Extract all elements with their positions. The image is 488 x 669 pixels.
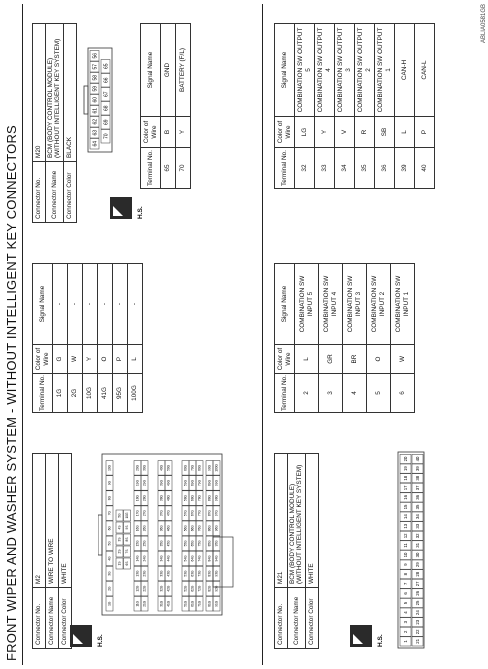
terminal-cavity-label: 89G: [207, 479, 212, 486]
terminal-cavity-label: 64G: [190, 555, 195, 562]
table-row: [295, 24, 315, 189]
signal-name-cell: -: [128, 264, 143, 345]
terminal-no-cell: 70: [176, 148, 191, 189]
terminal-no-cell: 39: [395, 148, 415, 189]
terminal-cavity-label: 67G: [190, 510, 195, 517]
terminal-cavity-label: 3G: [107, 571, 112, 576]
terminal-cavity-label: 68G: [190, 495, 195, 502]
terminal-cavity-label: 78G: [197, 495, 202, 502]
terminal-cavity-label: 96G: [214, 525, 219, 532]
terminal-cavity-label: 70: [103, 133, 110, 140]
m21-info-table: [274, 453, 319, 649]
table-row: [113, 264, 128, 413]
terminal-cavity-label: 69: [103, 119, 110, 126]
terminal-cavity-label: 34: [415, 514, 421, 519]
table-row: [375, 24, 395, 189]
terminal-cavity-label: 95G: [214, 540, 219, 547]
terminal-cavity-label: 17: [403, 485, 409, 491]
terminal-cavity-label: 11: [403, 543, 409, 548]
terminal-no-cell: 95G: [113, 374, 128, 413]
signal-name-cell: COMBINATION SW INPUT 3: [343, 264, 367, 345]
terminal-cavity-label: 94G: [214, 555, 219, 562]
terminal-cavity-label: 77G: [197, 510, 202, 517]
m2-connector-no: M2: [33, 454, 46, 588]
th-terminal-no: Terminal No.: [275, 374, 295, 413]
terminal-no-cell: 32: [295, 148, 315, 189]
terminal-cavity-label: 11G: [135, 600, 140, 607]
terminal-cavity-label: 86G: [207, 525, 212, 532]
terminal-cavity-label: 9S: [125, 525, 130, 530]
terminal-cavity-label: 32: [415, 533, 421, 539]
terminal-cavity-label: 58: [92, 74, 99, 81]
terminal-cavity-label: 27: [415, 581, 421, 587]
wire-color-cell: LG: [295, 117, 315, 148]
terminal-cavity-label: 66: [103, 77, 110, 84]
m21-connector-face: [394, 449, 426, 649]
terminal-cavity-label: 17G: [135, 510, 140, 517]
table-row: [53, 264, 68, 413]
terminal-cavity-label: 12G: [135, 585, 140, 592]
signal-name-cell: CAN-H: [395, 24, 415, 117]
wire-color-cell: Y: [315, 117, 335, 148]
terminal-cavity-label: 30: [415, 552, 421, 558]
terminal-cavity-label: 18G: [135, 495, 140, 502]
signal-name-cell: COMBINATION SW OUTPUT 4: [315, 24, 335, 117]
wire-color-cell: G: [53, 345, 68, 374]
terminal-cavity-label: 49G: [166, 479, 171, 486]
terminal-cavity-label: 23: [415, 619, 421, 625]
terminal-cavity-label: 46G: [166, 525, 171, 532]
terminal-cavity-label: 27G: [142, 510, 147, 517]
m20-terminal-table: [140, 23, 191, 189]
m2-hs-label: H.S.: [97, 634, 104, 647]
terminal-cavity-label: 33: [415, 523, 421, 529]
terminal-cavity-label: 34G: [159, 555, 164, 562]
m2-hs-mark: [70, 625, 104, 647]
wire-color-cell: P: [415, 117, 435, 148]
terminal-cavity-label: 64: [92, 140, 99, 147]
terminal-no-cell: 100G: [128, 374, 143, 413]
m20-connector-no: M20: [33, 24, 46, 162]
terminal-cavity-label: 91G: [214, 600, 219, 607]
terminal-cavity-label: 16: [403, 495, 409, 500]
th-color-of-wire: Color of Wire: [275, 117, 295, 148]
terminal-cavity-label: 37: [415, 485, 421, 491]
terminal-cavity-label: 59: [92, 85, 99, 92]
terminal-cavity-label: 45G: [166, 540, 171, 547]
th-terminal-no: Terminal No.: [275, 148, 295, 189]
page-title: FRONT WIPER AND WASHER SYSTEM - WITHOUT INTELLIGENT KEY CONNECTORS: [4, 125, 19, 661]
terminal-cavity-label: 13: [403, 523, 409, 529]
table-row: [415, 24, 435, 189]
terminal-cavity-label: 14: [403, 514, 409, 519]
m21-connector-name: BCM (BODY CONTROL MODULE) (WITHOUT INTELLIGENT KEY SYSTEM): [288, 454, 306, 588]
th-color-of-wire: Color of Wire: [275, 345, 295, 374]
terminal-cavity-label: 63G: [190, 570, 195, 577]
signal-name-cell: COMBINATION SW INPUT 5: [295, 264, 319, 345]
terminal-no-cell: 34: [335, 148, 355, 189]
terminal-cavity-label: 60: [92, 96, 99, 103]
terminal-cavity-label: 56: [92, 52, 99, 59]
wire-color-cell: P: [113, 345, 128, 374]
terminal-cavity-label: 74G: [197, 555, 202, 562]
hs-icon: [110, 197, 132, 219]
terminal-cavity-label: 16G: [135, 525, 140, 532]
th-color-of-wire: Color of Wire: [33, 345, 53, 374]
terminal-cavity-label: 5: [403, 601, 409, 605]
signal-name-cell: -: [53, 264, 68, 345]
terminal-cavity-label: 26: [415, 591, 421, 596]
terminal-cavity-label: 23G: [142, 570, 147, 577]
m2-terminal-table: [32, 263, 143, 413]
terminal-cavity-label: 93G: [214, 570, 219, 577]
terminal-cavity-label: 85G: [207, 540, 212, 547]
terminal-cavity-label: 26G: [142, 525, 147, 532]
terminal-cavity-label: 50G: [166, 464, 171, 471]
table-row: [367, 264, 391, 413]
th-signal-name: Signal Name: [275, 24, 295, 117]
terminal-cavity-label: 37G: [159, 510, 164, 517]
m20-hs-mark: [110, 197, 144, 219]
terminal-cavity-label: 61: [92, 107, 99, 114]
signal-name-cell: COMBINATION SW INPUT 2: [367, 264, 391, 345]
label-connector-no: Connector No.: [33, 588, 46, 649]
m20-connector-color: BLACK: [63, 24, 76, 162]
terminal-cavity-label: 75G: [197, 540, 202, 547]
document-id: ABLIA0581GB: [481, 4, 487, 44]
terminal-cavity-label: 57G: [183, 510, 188, 517]
signal-name-cell: -: [113, 264, 128, 345]
label-connector-color: Connector Color: [63, 162, 76, 223]
m21-terminal-table-a: [274, 263, 415, 413]
m21-connector-no: M21: [275, 454, 288, 588]
hs-icon: [350, 625, 372, 647]
terminal-cavity-label: 15G: [135, 540, 140, 547]
terminal-cavity-label: 8S: [125, 537, 130, 542]
table-row: [176, 24, 191, 189]
wire-color-cell: O: [367, 345, 391, 374]
terminal-cavity-label: 3: [403, 621, 409, 624]
signal-name-cell: COMBINATION SW INPUT 4: [319, 264, 343, 345]
terminal-no-cell: 6: [391, 374, 415, 413]
terminal-cavity-label: 84G: [207, 555, 212, 562]
terminal-cavity-label: 28G: [142, 495, 147, 502]
terminal-cavity-label: 100G: [214, 463, 219, 472]
terminal-cavity-label: 25G: [142, 540, 147, 547]
label-connector-no: Connector No.: [275, 588, 288, 649]
terminal-cavity-label: 24: [415, 610, 421, 615]
terminal-cavity-label: 4: [403, 611, 409, 614]
label-connector-no: Connector No.: [33, 162, 46, 223]
terminal-cavity-label: 3S: [117, 537, 122, 542]
signal-name-cell: -: [98, 264, 113, 345]
terminal-cavity-label: 97G: [214, 510, 219, 517]
terminal-cavity-label: 20G: [135, 464, 140, 471]
terminal-cavity-label: 82G: [207, 585, 212, 592]
terminal-cavity-label: 1G: [107, 601, 112, 606]
terminal-cavity-label: 36G: [159, 525, 164, 532]
signal-name-cell: COMBINATION SW OUTPUT 3: [335, 24, 355, 117]
terminal-cavity-label: 68: [103, 105, 110, 112]
signal-name-cell: BATTERY (F/L): [176, 24, 191, 117]
table-row: [295, 264, 319, 413]
signal-name-cell: COMBINATION SW OUTPUT 1: [375, 24, 395, 117]
terminal-cavity-label: 88G: [207, 495, 212, 502]
terminal-cavity-label: 98G: [214, 495, 219, 502]
label-connector-name: Connector Name: [288, 588, 306, 649]
terminal-no-cell: 3: [319, 374, 343, 413]
terminal-cavity-label: 40G: [159, 464, 164, 471]
terminal-cavity-label: 41G: [166, 600, 171, 607]
terminal-cavity-label: 62G: [190, 585, 195, 592]
label-connector-name: Connector Name: [46, 588, 59, 649]
terminal-cavity-label: 4G: [107, 556, 112, 561]
terminal-cavity-label: 14G: [135, 555, 140, 562]
table-row: [128, 264, 143, 413]
terminal-cavity-label: 22G: [142, 585, 147, 592]
terminal-cavity-label: 29G: [142, 479, 147, 486]
wire-color-cell: L: [295, 345, 319, 374]
wire-color-cell: Y: [176, 117, 191, 148]
terminal-cavity-label: 7G: [107, 511, 112, 516]
terminal-cavity-label: 63: [92, 129, 99, 136]
wire-color-cell: L: [395, 117, 415, 148]
table-row: [355, 24, 375, 189]
terminal-cavity-label: 90G: [207, 464, 212, 471]
terminal-cavity-label: 8G: [107, 495, 112, 501]
table-row: [335, 24, 355, 189]
m2-connector-face: [98, 452, 238, 617]
terminal-cavity-label: 83G: [207, 570, 212, 577]
terminal-cavity-label: 29: [415, 562, 421, 567]
terminal-cavity-label: 56G: [183, 525, 188, 532]
terminal-cavity-label: 4S: [117, 525, 122, 530]
wire-color-cell: B: [161, 117, 176, 148]
terminal-cavity-label: 38: [415, 475, 421, 481]
terminal-cavity-label: 10G: [107, 464, 112, 471]
terminal-cavity-label: 42G: [166, 585, 171, 592]
label-connector-color: Connector Color: [59, 588, 72, 649]
m20-connector-name: BCM (BODY CONTROL MODULE) (WITHOUT INTELLIGENT KEY SYSTEM): [46, 24, 64, 162]
terminal-cavity-label: 9: [403, 563, 409, 566]
terminal-cavity-label: 25: [415, 600, 421, 606]
terminal-cavity-label: 31G: [159, 600, 164, 607]
label-connector-name: Connector Name: [46, 162, 64, 223]
terminal-cavity-label: 7S: [125, 549, 130, 554]
terminal-no-cell: 36: [375, 148, 395, 189]
terminal-cavity-label: 43G: [166, 570, 171, 577]
terminal-cavity-label: 15: [403, 504, 409, 510]
terminal-no-cell: 40: [415, 148, 435, 189]
terminal-cavity-label: 8: [403, 573, 409, 576]
terminal-cavity-label: 10G: [125, 512, 130, 519]
signal-name-cell: COMBINATION SW OUTPUT 2: [355, 24, 375, 117]
terminal-cavity-label: 69G: [190, 479, 195, 486]
terminal-cavity-label: 72G: [197, 585, 202, 592]
th-signal-name: Signal Name: [275, 264, 295, 345]
terminal-no-cell: 33: [315, 148, 335, 189]
signal-name-cell: -: [83, 264, 98, 345]
terminal-cavity-label: 59G: [183, 479, 188, 486]
m2-info-table: [32, 453, 72, 649]
terminal-no-cell: 35: [355, 148, 375, 189]
terminal-no-cell: 2: [295, 374, 319, 413]
terminal-no-cell: 10G: [83, 374, 98, 413]
wire-color-cell: R: [355, 117, 375, 148]
terminal-cavity-label: 10: [403, 552, 409, 558]
table-row: [319, 264, 343, 413]
terminal-cavity-label: 21G: [142, 600, 147, 607]
wire-color-cell: Y: [83, 345, 98, 374]
table-row: [343, 264, 367, 413]
terminal-cavity-label: 87G: [207, 510, 212, 517]
m21-hs-label: H.S.: [377, 634, 384, 647]
terminal-cavity-label: 36: [415, 495, 421, 500]
terminal-cavity-label: 33G: [159, 570, 164, 577]
terminal-cavity-label: 58G: [183, 495, 188, 502]
terminal-cavity-label: 32G: [159, 585, 164, 592]
table-row: [391, 264, 415, 413]
terminal-cavity-label: 5G: [117, 513, 122, 518]
terminal-cavity-label: 44G: [166, 555, 171, 562]
table-row: [98, 264, 113, 413]
m20-connector-face: [82, 44, 114, 154]
terminal-cavity-label: 39G: [159, 479, 164, 486]
table-row: [315, 24, 335, 189]
title-rule: [22, 4, 23, 665]
terminal-cavity-label: 18: [403, 475, 409, 481]
terminal-no-cell: 41G: [98, 374, 113, 413]
table-row: [395, 24, 415, 189]
m2-connector-name: WIRE TO WIRE: [46, 454, 59, 588]
terminal-cavity-label: 99G: [214, 479, 219, 486]
section-rule: [262, 4, 263, 665]
signal-name-cell: -: [68, 264, 83, 345]
terminal-cavity-label: 7: [403, 582, 409, 585]
signal-name-cell: GND: [161, 24, 176, 117]
terminal-cavity-label: 55G: [183, 540, 188, 547]
terminal-cavity-label: 65: [103, 63, 110, 70]
terminal-cavity-label: 62: [92, 118, 99, 125]
terminal-cavity-label: 6G: [107, 526, 112, 531]
terminal-cavity-label: 65G: [190, 540, 195, 547]
m21-connector-color: WHITE: [305, 454, 318, 588]
terminal-cavity-label: 12: [403, 533, 409, 539]
terminal-cavity-label: 51G: [183, 600, 188, 607]
terminal-cavity-label: 47G: [166, 510, 171, 517]
terminal-cavity-label: 28: [415, 571, 421, 577]
terminal-cavity-label: 19: [403, 466, 409, 471]
terminal-no-cell: 4: [343, 374, 367, 413]
terminal-cavity-label: 35: [415, 504, 421, 510]
terminal-cavity-label: 79G: [197, 479, 202, 486]
terminal-cavity-label: 61G: [190, 600, 195, 607]
terminal-cavity-label: 67: [103, 91, 110, 98]
terminal-cavity-label: 80G: [197, 464, 202, 471]
m21-terminal-table-b: [274, 23, 435, 189]
th-signal-name: Signal Name: [33, 264, 53, 345]
terminal-cavity-label: 48G: [166, 495, 171, 502]
terminal-cavity-label: 22: [415, 629, 421, 635]
terminal-cavity-label: 6S: [125, 561, 130, 566]
terminal-cavity-label: 24G: [142, 555, 147, 562]
terminal-cavity-label: 38G: [159, 495, 164, 502]
terminal-cavity-label: 92G: [214, 585, 219, 592]
th-signal-name: Signal Name: [141, 24, 161, 117]
terminal-cavity-label: 1: [403, 640, 409, 643]
terminal-cavity-label: 30G: [142, 464, 147, 471]
terminal-cavity-label: 35G: [159, 540, 164, 547]
wire-color-cell: V: [335, 117, 355, 148]
terminal-cavity-label: 54G: [183, 555, 188, 562]
m20-info-table: [32, 23, 77, 223]
terminal-cavity-label: 53G: [183, 570, 188, 577]
terminal-no-cell: 1G: [53, 374, 68, 413]
terminal-cavity-label: 9G: [107, 480, 112, 486]
terminal-cavity-label: 2G: [107, 586, 112, 591]
wire-color-cell: BR: [343, 345, 367, 374]
wire-color-cell: W: [391, 345, 415, 374]
terminal-cavity-label: 66G: [190, 525, 195, 532]
terminal-cavity-label: 60G: [183, 464, 188, 471]
th-color-of-wire: Color of Wire: [141, 117, 161, 148]
wire-color-cell: GR: [319, 345, 343, 374]
th-terminal-no: Terminal No.: [33, 374, 53, 413]
terminal-cavity-label: 1S: [117, 561, 122, 566]
m21-hs-mark: [350, 625, 384, 647]
wire-color-cell: L: [128, 345, 143, 374]
terminal-cavity-label: 5G: [107, 541, 112, 546]
terminal-cavity-label: 39: [415, 466, 421, 471]
terminal-cavity-label: 70G: [190, 464, 195, 471]
terminal-cavity-label: 52G: [183, 585, 188, 592]
th-terminal-no: Terminal No.: [141, 148, 161, 189]
label-connector-color: Connector Color: [305, 588, 318, 649]
wire-color-cell: SB: [375, 117, 395, 148]
hs-icon: [70, 625, 92, 647]
terminal-cavity-label: 2S: [117, 549, 122, 554]
wire-color-cell: W: [68, 345, 83, 374]
terminal-cavity-label: 71G: [197, 600, 202, 607]
signal-name-cell: CAN-L: [415, 24, 435, 117]
terminal-cavity-label: 20: [403, 456, 409, 462]
terminal-cavity-label: 31: [415, 543, 421, 548]
terminal-no-cell: 2G: [68, 374, 83, 413]
terminal-no-cell: 65: [161, 148, 176, 189]
terminal-cavity-label: 19G: [135, 479, 140, 486]
m20-hs-label: H.S.: [137, 206, 144, 219]
terminal-cavity-label: 40: [415, 456, 421, 462]
terminal-cavity-label: 81G: [207, 600, 212, 607]
wire-color-cell: O: [98, 345, 113, 374]
terminal-cavity-label: 76G: [197, 525, 202, 532]
signal-name-cell: COMBINATION SW OUTPUT 5: [295, 24, 315, 117]
m2-connector-color: WHITE: [59, 454, 72, 588]
signal-name-cell: COMBINATION SW INPUT 1: [391, 264, 415, 345]
terminal-cavity-label: 57: [92, 63, 99, 70]
table-row: [161, 24, 176, 189]
terminal-cavity-label: 21: [415, 639, 421, 644]
table-row: [68, 264, 83, 413]
terminal-cavity-label: 73G: [197, 570, 202, 577]
terminal-no-cell: 5: [367, 374, 391, 413]
terminal-cavity-label: 2: [403, 630, 409, 633]
table-row: [83, 264, 98, 413]
terminal-cavity-label: 13G: [135, 570, 140, 577]
terminal-cavity-label: 6: [403, 592, 409, 595]
